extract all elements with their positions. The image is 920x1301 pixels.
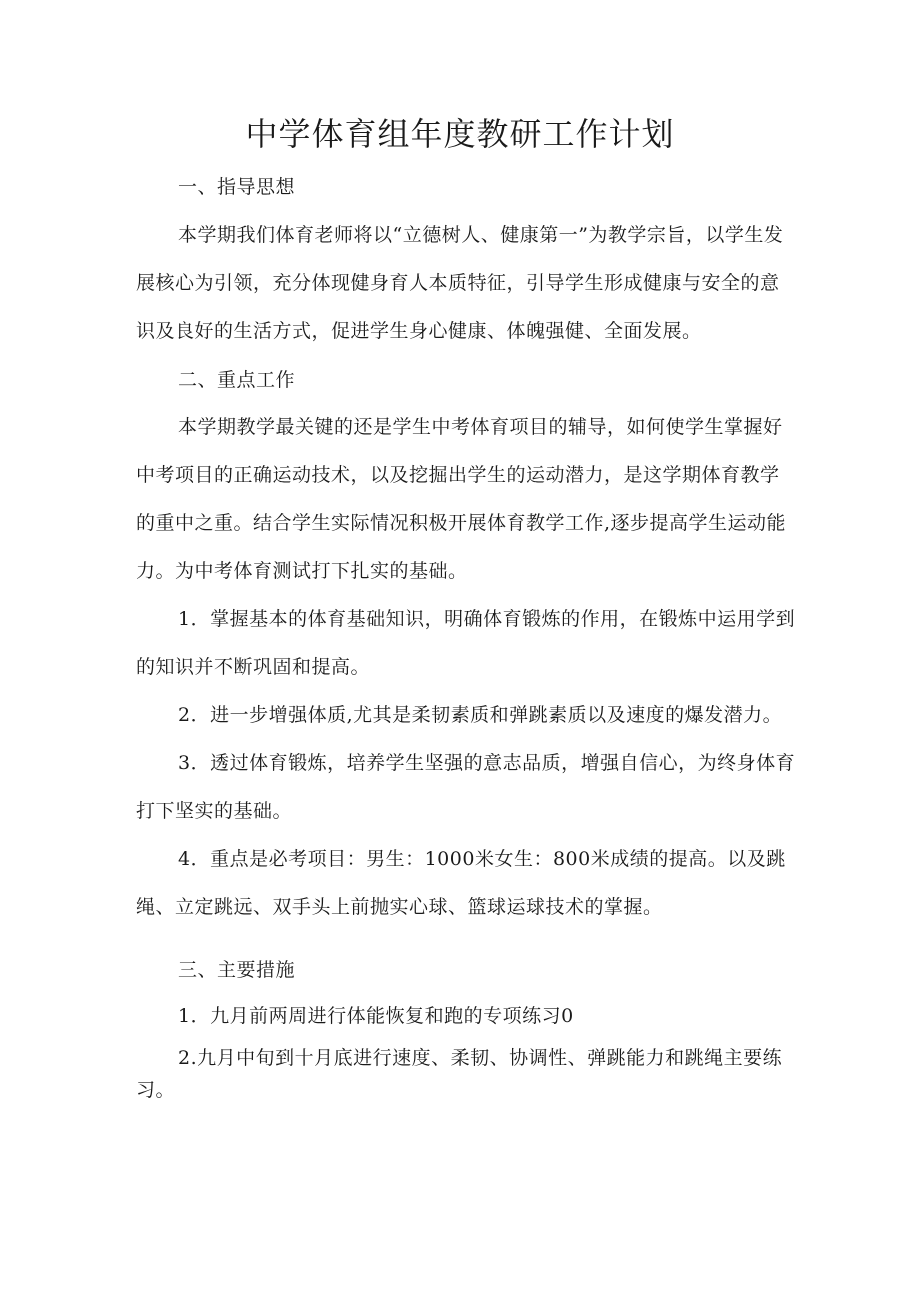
list-item-key-work-1: 1．掌握基本的体育基础知识，明确体育锻炼的作用，在锻炼中运用学到的知识并不断巩固和提高。 [136, 608, 796, 678]
section-heading-guiding-ideology: 一、指导思想 [178, 176, 296, 198]
list-item-key-work-4: 4．重点是必考项目：男生：1000米女生：800米成绩的提高。以及跳绳、立定跳远、双手头上前抛实心球、篮球运球技术的掌握。 [136, 848, 786, 918]
list-item-measure-1: 1．九月前两周进行体能恢复和跑的专项练习0 [178, 1005, 574, 1027]
list-item-measure-2: 2.九月中旬到十月底进行速度、柔韧、协调性、弹跳能力和跳绳主要练习。 [136, 1047, 783, 1101]
section-heading-main-measures: 三、主要措施 [178, 959, 296, 981]
paragraph-key-work: 本学期教学最关键的还是学生中考体育项目的辅导，如何使学生掌握好中考项目的正确运动技术，以及挖掘出学生的运动潜力，是这学期体育教学的重中之重。结合学生实际情况积极开展体育教学工作,逐步提高学生运动能力。为中考体育测试打下扎实的基础。 [136, 416, 787, 582]
section-heading-key-work: 二、重点工作 [178, 369, 296, 391]
list-item-key-work-2: 2．进一步增强体质,尤其是柔韧素质和弹跳素质以及速度的爆发潜力。 [178, 704, 783, 726]
paragraph-guiding-ideology: 本学期我们体育老师将以“立德树人、健康第一”为教学宗旨，以学生发展核心为引领，充分体现健身育人本质特征，引导学生形成健康与安全的意识及良好的生活方式，促进学生身心健康、体魄强健、全面发展。 [136, 224, 784, 342]
document-title: 中学体育组年度教研工作计划 [245, 115, 675, 153]
list-item-key-work-3: 3．透过体育锻炼，培养学生坚强的意志品质，增强自信心，为终身体育打下坚实的基础。 [136, 752, 796, 822]
